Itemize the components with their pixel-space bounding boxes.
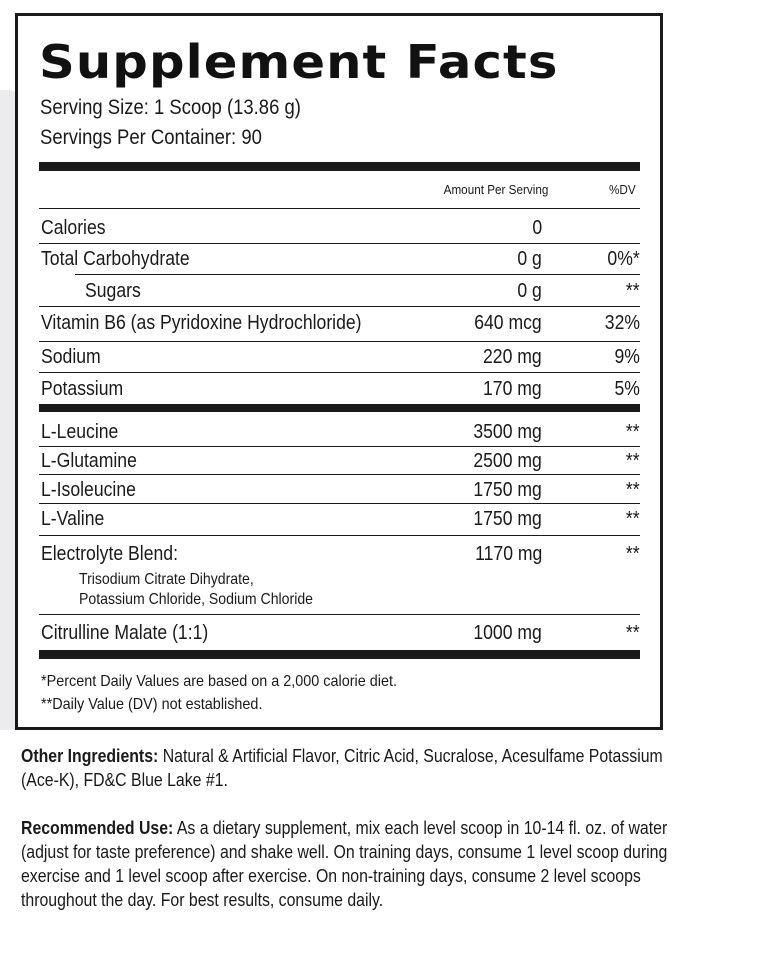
ingredient-name: Electrolyte Blend: bbox=[41, 543, 178, 565]
nutrient-name: Vitamin B6 (as Pyridoxine Hydrochloride) bbox=[41, 312, 362, 334]
row-divider bbox=[39, 535, 640, 536]
ingredient-amount: 1170 mg bbox=[474, 543, 542, 565]
row-divider bbox=[39, 446, 640, 447]
thick-divider-bottom bbox=[39, 650, 640, 659]
row-divider bbox=[39, 243, 640, 244]
row-divider bbox=[39, 372, 640, 373]
ingredient-dv: ** bbox=[626, 508, 640, 530]
ingredient-dv: ** bbox=[626, 622, 640, 644]
footnote-percent-dv: *Percent Daily Values are based on a 2,000 calorie diet. bbox=[41, 673, 397, 690]
recommended-use-label: Recommended Use: bbox=[21, 818, 174, 838]
nutrient-amount: 170 mg bbox=[483, 378, 542, 400]
electrolyte-blend-subline-1: Trisodium Citrate Dihydrate, bbox=[79, 571, 254, 588]
nutrient-amount: 0 g bbox=[517, 248, 542, 270]
nutrient-amount: 220 mg bbox=[483, 346, 542, 368]
ingredient-name: L-Leucine bbox=[41, 421, 119, 443]
ingredient-amount: 2500 mg bbox=[473, 450, 542, 472]
other-ingredients-text: Natural & Artificial Flavor, Citric Acid, Sucralose, Acesulfame Potassium (Ace-K), FD&C Blue Lake #1. bbox=[21, 746, 663, 790]
nutrient-amount: 0 bbox=[532, 217, 542, 239]
ingredient-name: L-Isoleucine bbox=[41, 479, 136, 501]
nutrient-dv: 32% bbox=[604, 312, 640, 334]
header-amount: Amount Per Serving bbox=[443, 182, 548, 197]
nutrient-dv: 9% bbox=[614, 346, 640, 368]
recommended-use-text: As a dietary supplement, mix each level scoop in 10-14 fl. oz. of water (adjust for taste preference) and shake well. On training days, consume 1 level scoop during exercise and 1 level scoop after exercise. On non-training days, consume 2 level scoops throughout the day. For best results, consume daily. bbox=[21, 818, 668, 910]
ingredient-amount: 1750 mg bbox=[473, 508, 542, 530]
serving-size: Serving Size: 1 Scoop (13.86 g) bbox=[40, 96, 301, 119]
nutrient-amount: 640 mcg bbox=[474, 312, 542, 334]
recommended-use-paragraph bbox=[21, 816, 690, 912]
row-divider bbox=[75, 274, 640, 275]
row-divider bbox=[39, 474, 640, 475]
ingredient-amount: 3500 mg bbox=[473, 421, 542, 443]
row-divider bbox=[39, 614, 640, 615]
row-divider bbox=[39, 503, 640, 504]
ingredient-amount: 1000 mg bbox=[473, 622, 542, 644]
ingredient-name: Citrulline Malate (1:1) bbox=[41, 622, 209, 644]
nutrient-name: Calories bbox=[41, 217, 106, 239]
header-divider bbox=[39, 208, 640, 209]
ingredient-dv: ** bbox=[626, 450, 640, 472]
servings-per-container: Servings Per Container: 90 bbox=[40, 126, 262, 149]
ingredient-name: L-Glutamine bbox=[41, 450, 137, 472]
ingredient-name: L-Valine bbox=[41, 508, 105, 530]
ingredient-dv: ** bbox=[626, 479, 640, 501]
row-divider bbox=[39, 341, 640, 342]
thick-divider-middle bbox=[39, 404, 640, 412]
nutrient-name: Potassium bbox=[41, 378, 124, 400]
footnote-dv-not-established: **Daily Value (DV) not established. bbox=[41, 696, 263, 713]
other-ingredients-label: Other Ingredients: bbox=[21, 746, 159, 766]
nutrient-dv: 5% bbox=[614, 378, 640, 400]
nutrient-dv: 0%* bbox=[607, 248, 640, 270]
supplement-facts-panel bbox=[15, 13, 663, 730]
panel-title: Supplement Facts bbox=[39, 35, 559, 89]
other-ingredients-paragraph bbox=[21, 744, 690, 792]
thick-divider-top bbox=[39, 162, 640, 171]
ingredient-dv: ** bbox=[626, 421, 640, 443]
nutrient-name: Sodium bbox=[41, 346, 101, 368]
nutrient-amount: 0 g bbox=[517, 280, 542, 302]
nutrient-name: Sugars bbox=[85, 280, 141, 302]
electrolyte-blend-subline-2: Potassium Chloride, Sodium Chloride bbox=[79, 591, 313, 608]
header-dv: %DV bbox=[609, 182, 636, 197]
ingredient-amount: 1750 mg bbox=[473, 479, 542, 501]
nutrient-dv: ** bbox=[626, 280, 640, 302]
row-divider bbox=[39, 306, 640, 307]
ingredient-dv: ** bbox=[626, 543, 640, 565]
nutrient-name: Total Carbohydrate bbox=[41, 248, 190, 270]
